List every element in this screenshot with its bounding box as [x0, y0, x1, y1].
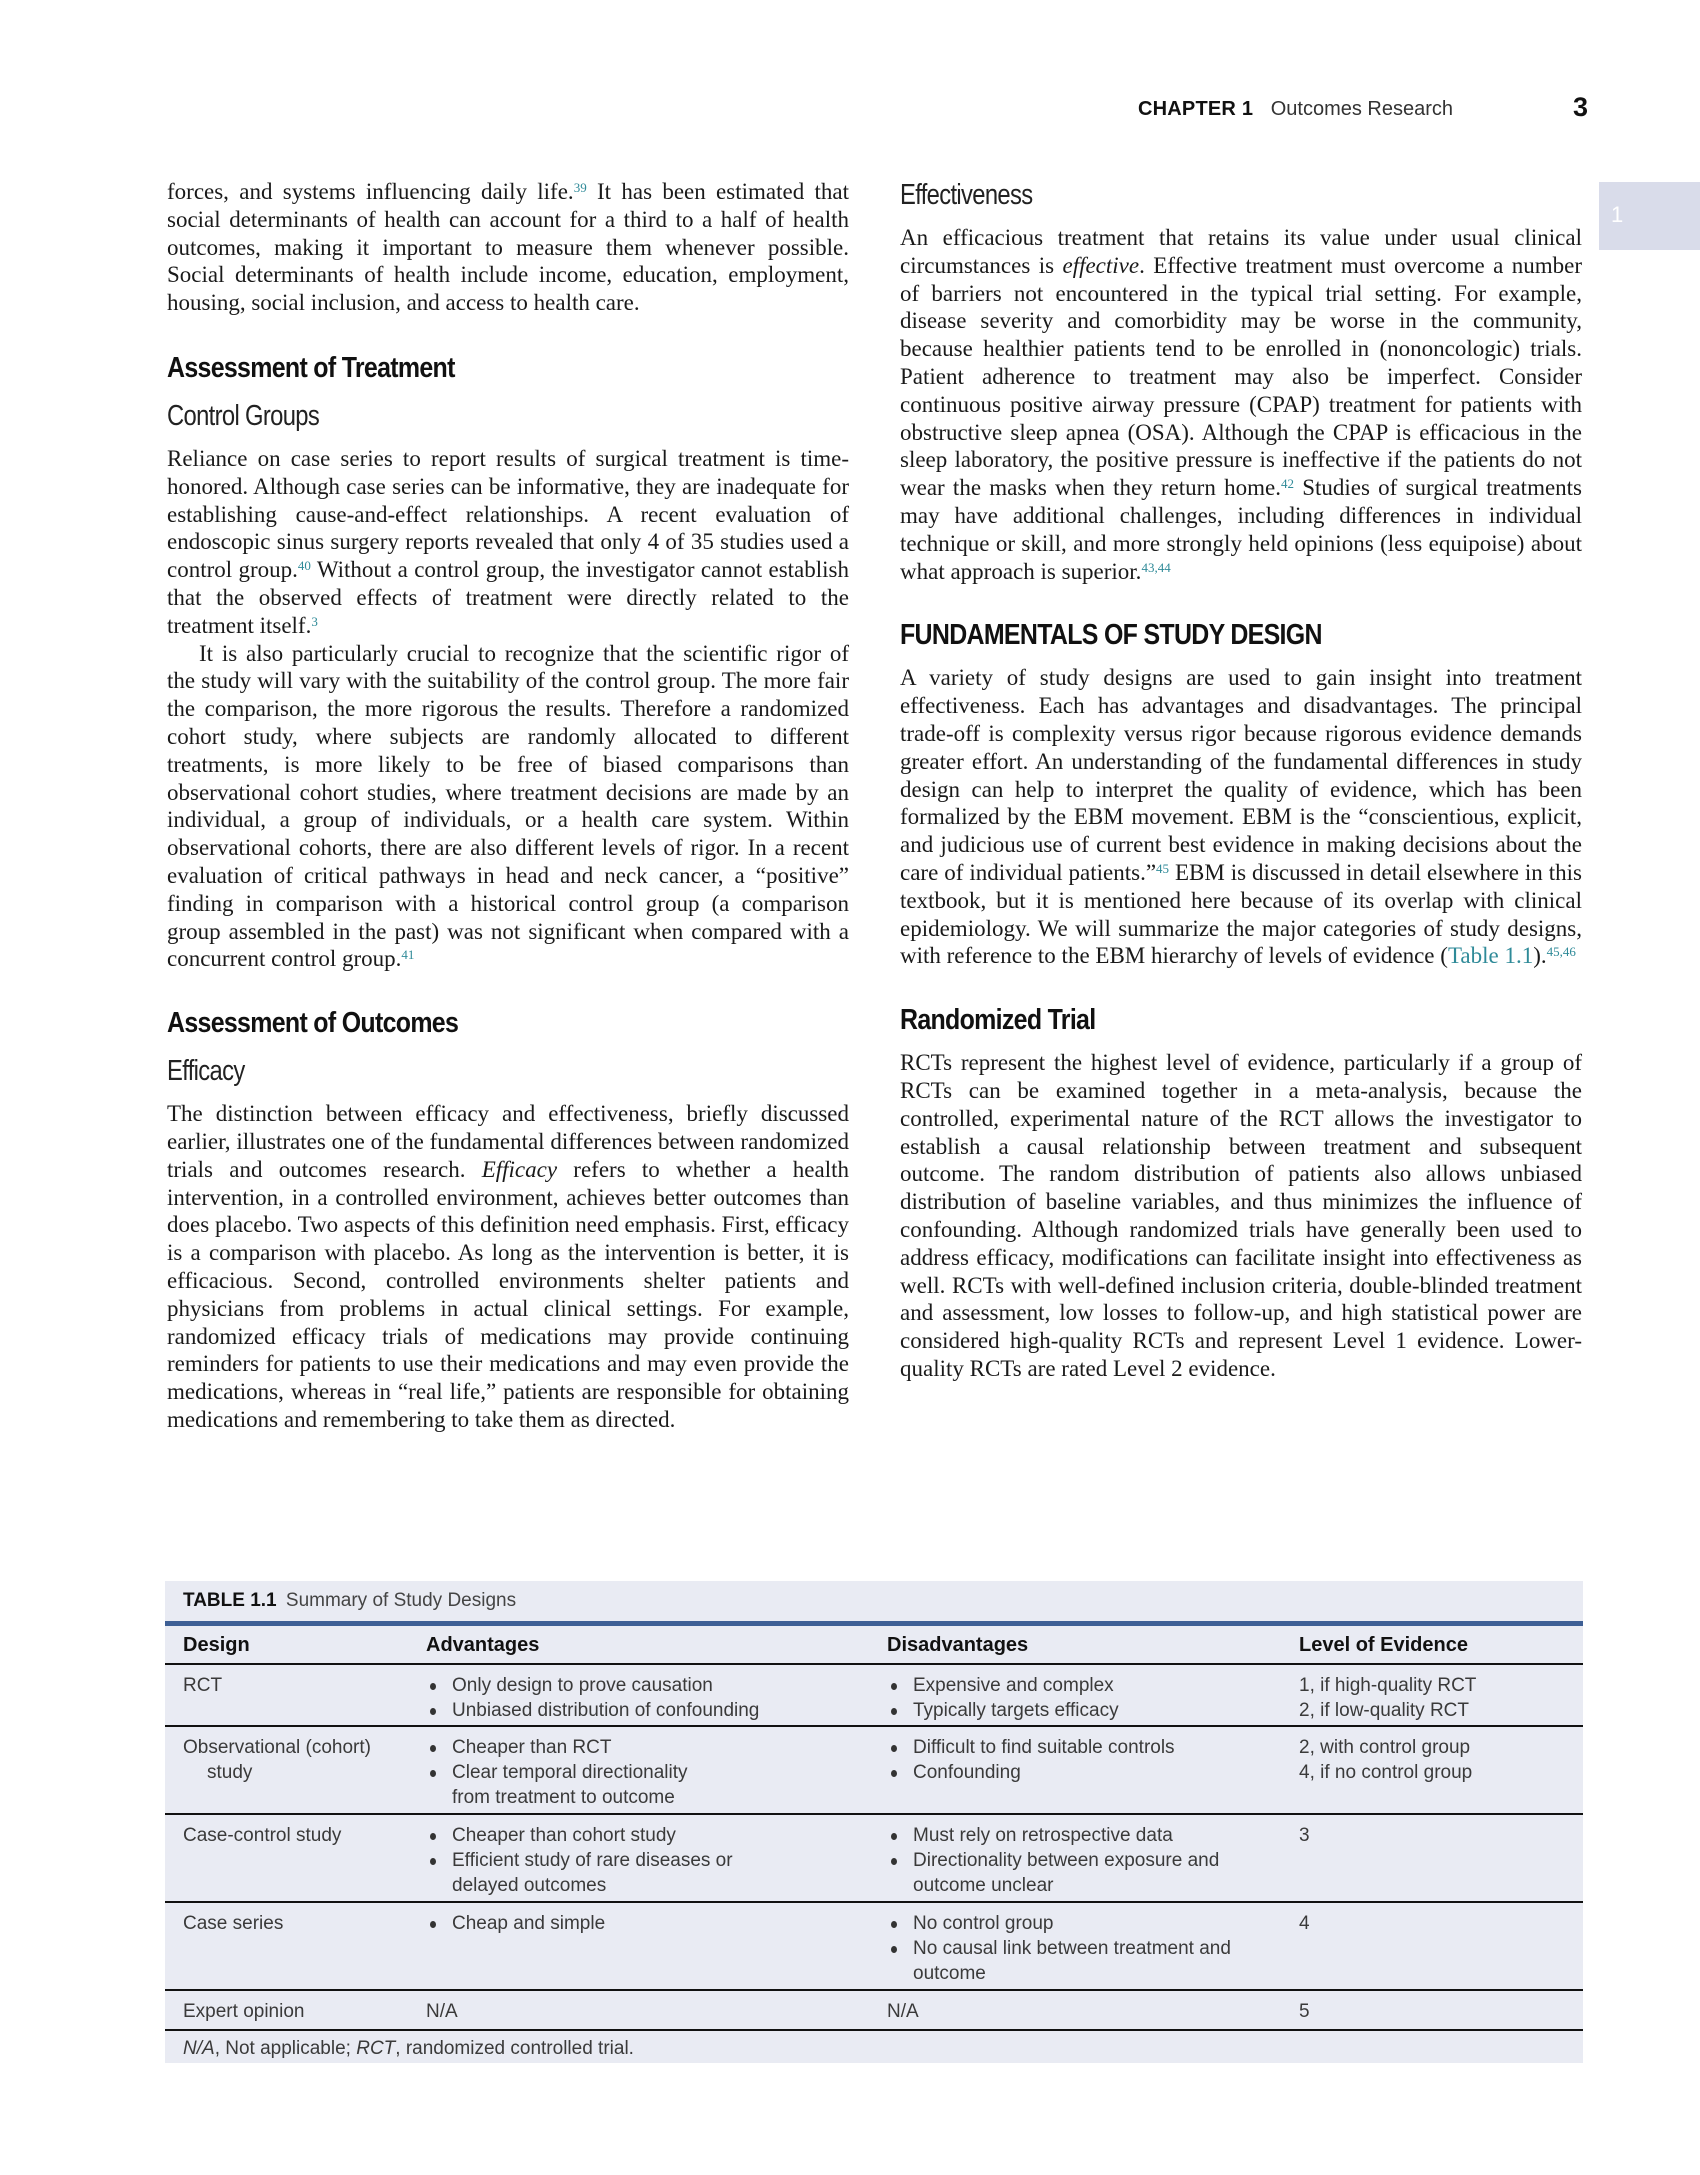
- effectiveness-paragraph: An efficacious treatment that retains its value under usual clinical circumstances is effective. Effective treatment must overcome a number of barriers not encountered in the typical trial setting. For example, disease severity and comorbidity may be worse in the community, because healthier patients tend to be enrolled in (nononcologic) trials. Patient adherence to treatment may also be imperfect. Consider continuous positive airway pressure (CPAP) treatment for patients with obstructive sleep apnea (OSA). Although the CPAP is efficacious in the sleep laboratory, the positive pressure is ineffective if the patients do not wear the masks when they return home.$^{42}$ Studies of surgical treatments may have additional challenges, including differences in individual technique or skill, and more strongly held opinions (less equipoise) about what approach is superior.$^{43,44}$: [900, 225, 1583, 584]
- table-number: TABLE 1.1: [183, 1590, 277, 1611]
- table-row: [165, 1725, 1583, 1815]
- section-heading-fundamentals: FUNDAMENTALS OF STUDY DESIGN: [900, 619, 1322, 652]
- table-row: [165, 1813, 1583, 1903]
- column-header-advantages: Advantages: [426, 1634, 540, 1656]
- chapter-title: Outcomes Research: [1270, 98, 1454, 120]
- advantages-cell: [426, 1735, 726, 1810]
- list-item: No control group: [887, 1911, 1237, 1936]
- design-cell: Case series: [183, 1913, 284, 1934]
- table-row: [165, 1901, 1583, 1991]
- list-item: Clear temporal directionality from treatment to outcome: [426, 1760, 726, 1810]
- list-item: Efficient study of rare diseases or delayed outcomes: [426, 1848, 746, 1898]
- disadvantages-cell: [887, 1911, 1237, 1986]
- design-cell: Case-control study: [183, 1825, 342, 1846]
- intro-paragraph: forces, and systems influencing daily life.$^{39}$ It has been estimated that social determinants of health can account for a third to a half of health outcomes, making it important to measure them whenever possible. Social determinants of health include income, education, employment, housing, social inclusion, and access to health care.: [167, 179, 849, 316]
- design-cell: Observational (cohort) study: [183, 1737, 371, 1783]
- list-item: Only design to prove causation: [426, 1673, 856, 1698]
- section-heading-assessment-outcomes: Assessment of Outcomes: [167, 1007, 459, 1040]
- table-header-rule: [165, 1621, 1583, 1626]
- level-cell: 2, with control group 4, if no control group: [1299, 1737, 1473, 1783]
- chapter-label: CHAPTER 1: [1138, 98, 1254, 120]
- list-item: Difficult to find suitable controls: [887, 1735, 1277, 1760]
- list-item: Must rely on retrospective data: [887, 1823, 1257, 1848]
- table-1-1-link[interactable]: Table 1.1: [1447, 943, 1534, 969]
- table-header-row: [165, 1627, 1583, 1663]
- reference-link[interactable]: 43,44: [1141, 559, 1171, 575]
- left-column: [167, 178, 849, 1434]
- column-header-design: Design: [183, 1634, 250, 1656]
- reference-link[interactable]: 3: [311, 613, 318, 629]
- list-item: Expensive and complex: [887, 1673, 1277, 1698]
- level-cell: 1, if high-quality RCT 2, if low-quality RCT: [1299, 1675, 1477, 1721]
- advantages-cell: [426, 1911, 856, 1936]
- chapter-tab-number: 1: [1611, 202, 1624, 227]
- level-cell: 5: [1299, 2001, 1310, 2022]
- disadvantages-cell: [887, 1823, 1257, 1898]
- design-cell: Expert opinion: [183, 2001, 305, 2022]
- subheading-control-groups: Control Groups: [167, 399, 320, 432]
- disadvantages-cell: N/A: [887, 2001, 919, 2022]
- reference-link[interactable]: 40: [297, 558, 311, 574]
- level-cell: 3: [1299, 1825, 1310, 1846]
- list-item: No causal link between treatment and outcome: [887, 1936, 1237, 1986]
- table-caption: [183, 1589, 516, 1613]
- list-item: Confounding: [887, 1760, 1277, 1785]
- page-number: 3: [1572, 92, 1588, 122]
- list-item: Cheaper than cohort study: [426, 1823, 746, 1848]
- advantages-cell: [426, 1673, 856, 1723]
- section-heading-assessment-treatment: Assessment of Treatment: [167, 351, 455, 384]
- list-item: Cheap and simple: [426, 1911, 856, 1936]
- advantages-cell: N/A: [426, 2001, 458, 2022]
- table-footer-rule: [165, 2029, 1583, 2031]
- column-header-level: Level of Evidence: [1299, 1634, 1468, 1656]
- level-cell: 4: [1299, 1913, 1310, 1934]
- column-header-disadvantages: Disadvantages: [887, 1634, 1029, 1656]
- table-row: [165, 1663, 1583, 1727]
- reference-link[interactable]: 41: [401, 947, 415, 963]
- disadvantages-cell: [887, 1735, 1277, 1785]
- table-title: Summary of Study Designs: [285, 1590, 517, 1611]
- list-item: Unbiased distribution of confounding: [426, 1698, 856, 1723]
- reference-link[interactable]: 42: [1280, 476, 1294, 492]
- control-groups-paragraph-1: Reliance on case series to report results of surgical treatment is time-honored. Although case series can be informative, they are inadequate for establishing cause-and-effect relationships. A recent evaluation of endoscopic sinus surgery reports revealed that only 4 of 35 studies used a control group.$^{40}$ Without a control group, the investigator cannot establish that the observed effects of treatment were directly related to the treatment itself.$^3$: [167, 445, 849, 638]
- list-item: Cheaper than RCT: [426, 1735, 726, 1760]
- list-item: Typically targets efficacy: [887, 1698, 1277, 1723]
- reference-link[interactable]: 45: [1156, 860, 1170, 876]
- advantages-cell: [426, 1823, 746, 1898]
- randomized-trial-paragraph: RCTs represent the highest level of evidence, particularly if a group of RCTs can be examined together in a meta-analysis, because the controlled, experimental nature of the RCT allows the investigator to establish a causal relationship between treatment and subsequent outcome. The random distribution of patients also allows unbiased distribution of baseline variables, and thus minimizes the influence of confounding. Although randomized trials have generally been used to address efficacy, modifications can facilitate insight into effectiveness as well. RCTs with well-defined inclusion criteria, double-blinded treatment and assessment, low losses to follow-up, and high statistical power are considered high-quality RCTs and represent Level 1 evidence. Lower-quality RCTs are rated Level 2 evidence.: [900, 1050, 1582, 1381]
- fundamentals-paragraph: A variety of study designs are used to gain insight into treatment effectiveness. Each has advantages and disadvantages. The principal trade-off is complexity versus rigor because rigorous evidence demands greater effort. An understanding of the fundamental differences in study design can help to interpret the quality of evidence, which has been formalized by the EBM movement. EBM is the “conscientious, explicit, and judicious use of current best evidence in making decisions about the care of individual patients.”$^{45}$ EBM is discussed in detail elsewhere in this textbook, but it is mentioned here because of its overlap with clinical epidemiology. We will summarize the major categories of study designs, with reference to the EBM hierarchy of levels of evidence (Table 1.1).$^{45,46}$: [900, 665, 1582, 969]
- study-designs-table: [165, 1581, 1583, 2063]
- subheading-efficacy: Efficacy: [167, 1055, 245, 1088]
- chapter-thumb-tab: [1599, 182, 1700, 250]
- disadvantages-cell: [887, 1673, 1277, 1723]
- control-groups-paragraph-2: It is also particularly crucial to recognize that the scientific rigor of the study will vary with the suitability of the control group. The more fair the comparison, the more rigorous the results. Therefore a randomized cohort study, where subjects are randomly allocated to different treatments, is more likely to be free of biased comparisons than observational cohort studies, where treatment decisions are made by an individual, a group of individuals, or a health care system. Within observational cohorts, there are also different levels of rigor. In a recent evaluation of critical pathways in head and neck cancer, a “positive” finding in comparison with a historical control group (a comparison group assembled in the past) was not significant when compared with a concurrent control group.$^{41}$: [167, 640, 849, 972]
- running-header: [1138, 92, 1588, 126]
- reference-link[interactable]: 45,46: [1546, 944, 1576, 960]
- table-row: [165, 1989, 1583, 2031]
- subheading-effectiveness: Effectiveness: [900, 179, 1033, 211]
- right-column: [900, 178, 1582, 1383]
- section-heading-randomized-trial: Randomized Trial: [900, 1004, 1096, 1037]
- design-cell: RCT: [183, 1675, 223, 1696]
- list-item: Directionality between exposure and outcome unclear: [887, 1848, 1257, 1898]
- table-footnote: N/A, Not applicable; RCT, randomized controlled trial.: [183, 2038, 634, 2059]
- efficacy-paragraph: The distinction between efficacy and effectiveness, briefly discussed earlier, illustrates one of the fundamental differences between randomized trials and outcomes research. Efficacy refers to whether a health intervention, in a controlled environment, achieves better outcomes than does placebo. Two aspects of this definition need emphasis. First, efficacy is a comparison with placebo. As long as the intervention is better, it is efficacious. Second, controlled environments shelter patients and physicians from problems in actual clinical settings. For example, randomized efficacy trials of medications may provide continuing reminders for patients to use their medications and may even provide the medications, whereas in “real life,” patients are responsible for obtaining medications and remembering to take them as directed.: [167, 1101, 849, 1432]
- reference-link[interactable]: 39: [573, 180, 587, 195]
